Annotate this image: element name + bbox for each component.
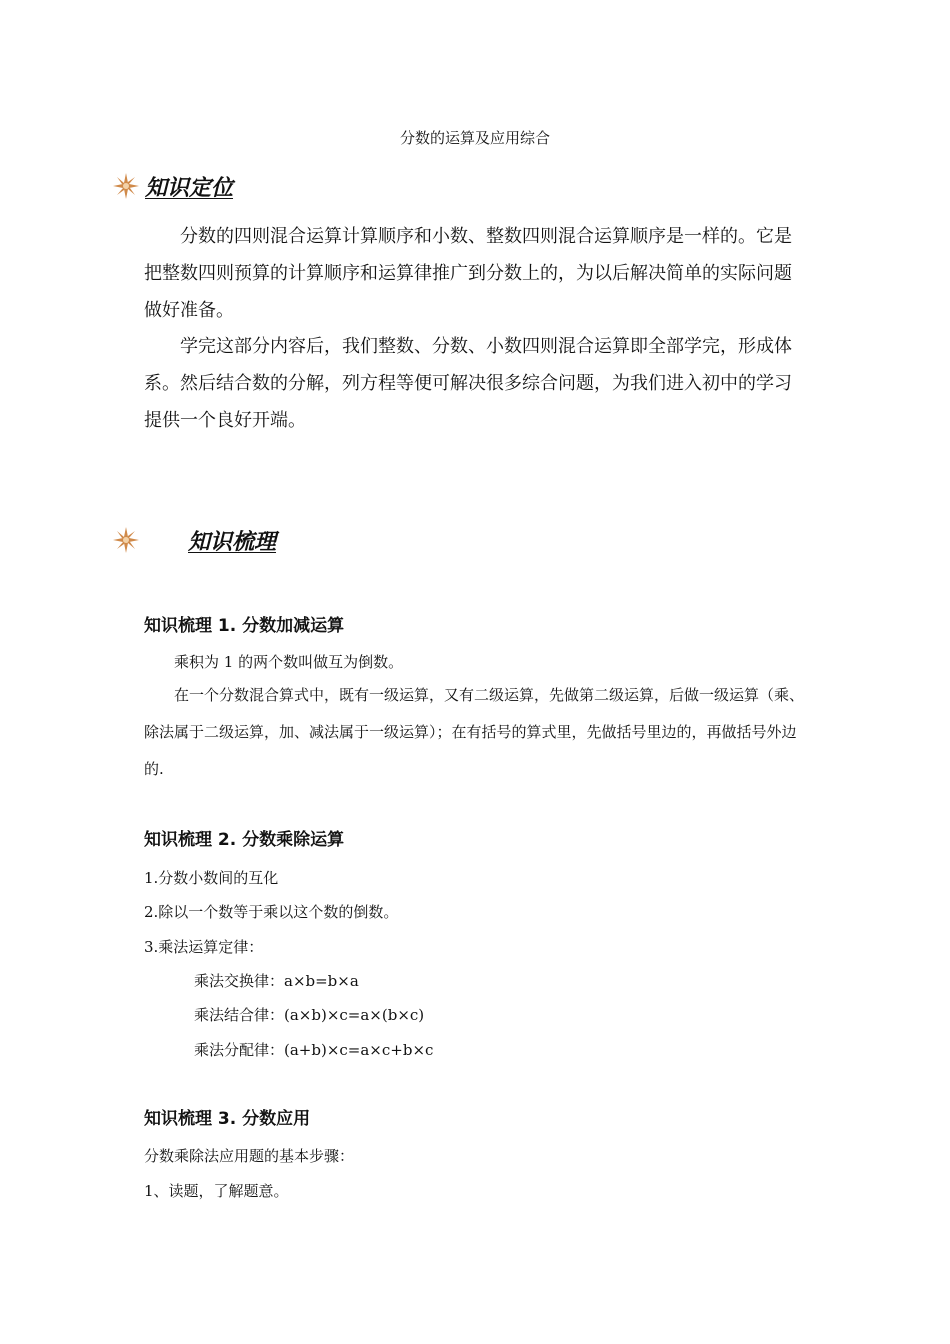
section-heading-knowledge-position <box>110 170 233 202</box>
document-title: 分数的运算及应用综合 <box>399 129 550 147</box>
distributive-law: 乘法分配律：(a+b)×c=a×c+b×c <box>194 1041 434 1059</box>
topic-2-item-2: 2.除以一个数等于乘以这个数的倒数。 <box>144 903 399 921</box>
intro-paragraph-2: 学完这部分内容后，我们整数、分数、小数四则混合运算即全部学完，形成体系。然后结合数的分解，列方程等便可解决很多综合问题，为我们进入初中的学习提供一个良好开端。 <box>144 336 792 431</box>
intro-paragraph-1: 分数的四则混合运算计算顺序和小数、整数四则混合运算顺序是一样的。它是把整数四则预算的计算顺序和运算律推广到分数上的，为以后解决简单的实际问题做好准备。 <box>144 226 792 321</box>
topic-3-step-1: 1、读题，了解题意。 <box>144 1182 289 1200</box>
topic-2-item-1: 1.分数小数间的互化 <box>144 869 279 887</box>
section-heading-text: 知识梳理 <box>188 528 277 555</box>
topic-2-title: 知识梳理 2. 分数乘除运算 <box>144 830 345 850</box>
topic-2-item-3: 3.乘法运算定律： <box>144 938 264 956</box>
topic-3-intro: 分数乘除法应用题的基本步骤： <box>144 1147 355 1165</box>
section-heading-text: 知识定位 <box>145 174 234 201</box>
commutative-law: 乘法交换律：a×b=b×a <box>194 972 359 990</box>
section-heading-knowledge-review <box>110 524 276 556</box>
topic-1-paragraph: 在一个分数混合算式中，既有一级运算，又有二级运算，先做第二级运算，后做一级运算（乘、除法属于二级运算，加、减法属于一级运算）；在有括号的算式里，先做括号里边的，再做括号外边的. <box>144 686 805 778</box>
sparkle-star-icon <box>110 170 142 202</box>
associative-law: 乘法结合律：(a×b)×c=a×(b×c) <box>194 1006 425 1024</box>
sparkle-star-icon <box>110 524 142 556</box>
topic-3-title: 知识梳理 3. 分数应用 <box>144 1109 311 1129</box>
topic-1-line-1: 乘积为 1 的两个数叫做互为倒数。 <box>174 653 404 671</box>
topic-1-title: 知识梳理 1. 分数加减运算 <box>144 616 345 636</box>
